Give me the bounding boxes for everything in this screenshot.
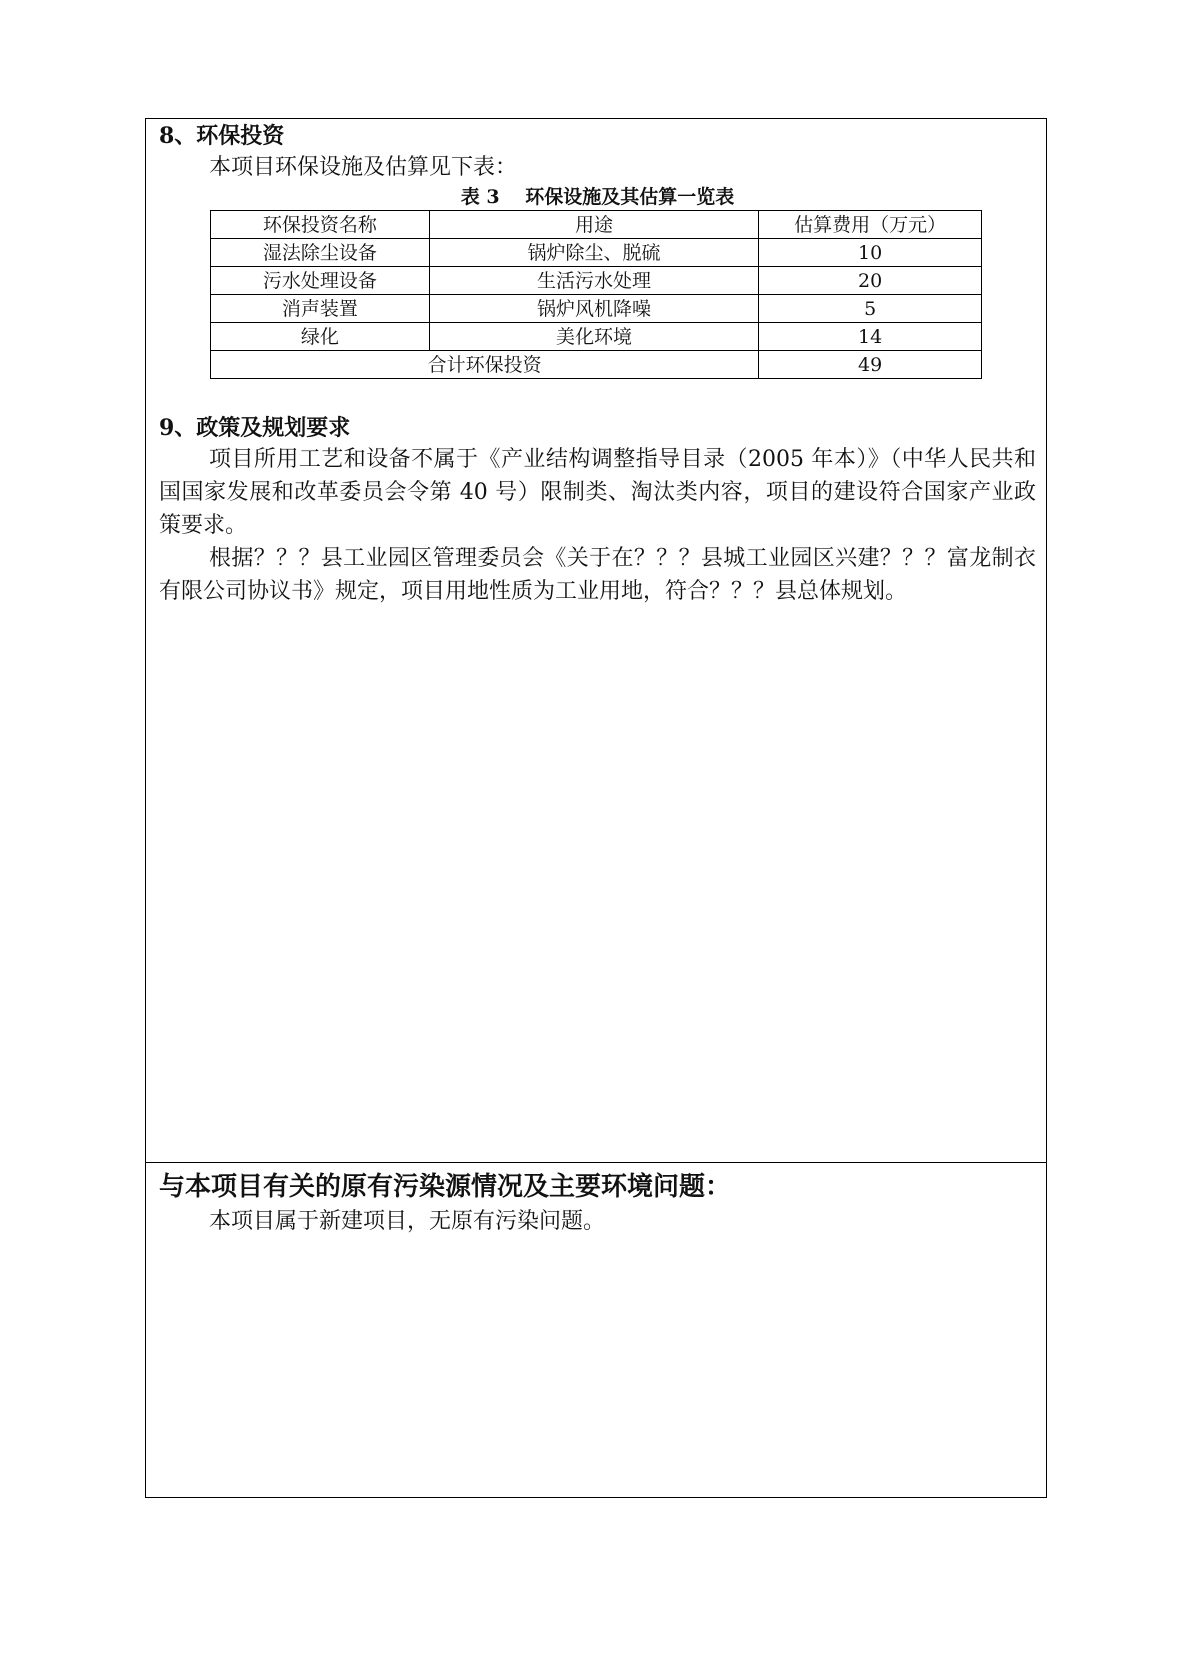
pollution-text: 本项目属于新建项目，无原有污染问题。	[209, 1209, 606, 1234]
cell-purpose: 锅炉除尘、脱硫	[429, 239, 759, 267]
cell-cost: 5	[759, 295, 982, 323]
total-value: 49	[759, 351, 982, 379]
cell-name: 消声装置	[211, 295, 430, 323]
cell-purpose: 美化环境	[429, 323, 759, 351]
section-pollution	[159, 1169, 1036, 1238]
section-9	[159, 413, 1036, 608]
cell-name: 绿化	[211, 323, 430, 351]
table-row	[211, 295, 982, 323]
table-row	[211, 239, 982, 267]
cell-purpose: 锅炉风机降噪	[429, 295, 759, 323]
section-9-para-1: 项目所用工艺和设备不属于《产业结构调整指导目录（2005 年本）》（中华人民共和国国家发展和改革委员会令第 40 号）限制类、淘汰类内容，项目的建设符合国家产业政策要求。	[159, 447, 1036, 538]
table-row	[211, 267, 982, 295]
investment-table	[210, 210, 982, 379]
cell-cost: 10	[759, 239, 982, 267]
cell-name: 污水处理设备	[211, 267, 430, 295]
cell-cost: 14	[759, 323, 982, 351]
cell-name: 湿法除尘设备	[211, 239, 430, 267]
section-divider	[146, 1162, 1046, 1163]
pollution-heading: 与本项目有关的原有污染源情况及主要环境问题：	[159, 1172, 732, 1202]
table-caption: 表 3 环保设施及其估算一览表	[460, 186, 735, 208]
section-8	[159, 121, 1036, 379]
section-8-intro: 本项目环保设施及估算见下表：	[209, 155, 518, 180]
total-label: 合计环保投资	[211, 351, 759, 379]
cell-purpose: 生活污水处理	[429, 267, 759, 295]
header-name: 环保投资名称	[211, 211, 430, 239]
table-total-row	[211, 351, 982, 379]
report-frame	[145, 118, 1047, 1498]
cell-cost: 20	[759, 267, 982, 295]
section-8-heading: 8、环保投资	[159, 123, 285, 149]
header-cost: 估算费用（万元）	[759, 211, 982, 239]
section-9-heading: 9、政策及规划要求	[159, 415, 351, 441]
section-9-para-2: 根据？？？县工业园区管理委员会《关于在？？？县城工业园区兴建？？？富龙制衣有限公司协议书》规定，项目用地性质为工业用地，符合？？？县总体规划。	[159, 546, 1036, 604]
table-header-row	[211, 211, 982, 239]
header-purpose: 用途	[429, 211, 759, 239]
table-row	[211, 323, 982, 351]
